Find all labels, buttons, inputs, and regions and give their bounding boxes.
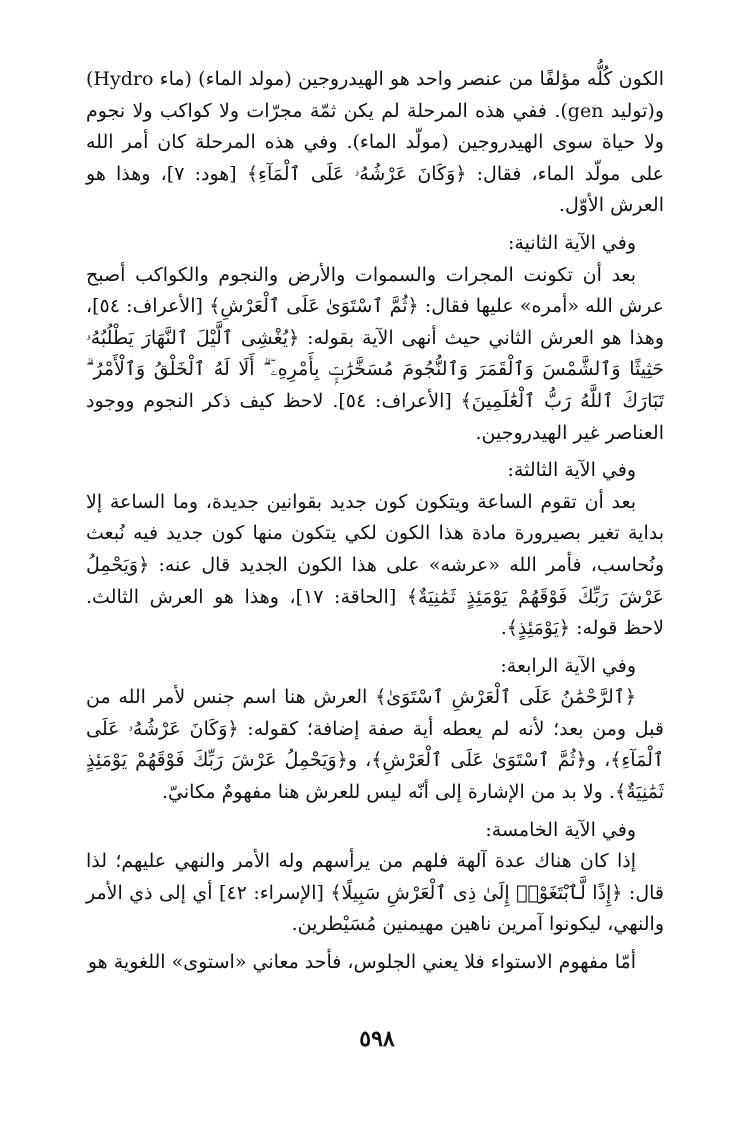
heading-third-verse: وفي الآية الثالثة: xyxy=(507,459,636,482)
paragraph-istiwa-meaning: أمّا مفهوم الاستواء فلا يعني الجلوس، فأحد معاني «استوى» اللغوية هو xyxy=(87,951,636,974)
paragraph-second-throne: بعد أن تكونت المجرات والسموات والأرض والنجوم والكواكب أصبح عرش الله «أمره» عليها فقال: ﴿ثُمَّ ٱسْتَوَىٰ عَلَى ٱلْعَرْشِ﴾ [الأعراف: ٥٤]، وهذا هو العرش الثاني حيث أنهى الآية بقوله: ﴿يُغْشِى ٱلَّيْلَ ٱلنَّهَارَ يَطْلُبُهُۥ حَثِيثًا وَٱلشَّمْسَ وَٱلْقَمَرَ وَٱلنُّجُومَ مُسَخَّرَٰتٍۭ بِأَمْرِهِۦٓ ۗ أَلَا لَهُ ٱلْخَلْقُ وَٱلْأَمْرُ ۗ تَبَارَكَ ٱللَّهُ رَبُّ ٱلْعَٰلَمِينَ﴾ [الأعراف: ٥٤]. لاحظ كيف ذكر النجوم ووجود العناصر غير الهيدروجين. xyxy=(86,263,664,444)
paragraph-universe-hydrogen: الكون كُلُّه مؤلفًا من عنصر واحد هو الهيدروجين (مولد الماء) (ماء Hydro) و(توليد gen). ففي هذه المرحلة لم يكن ثمّة مجرّات ولا كواكب ولا نجوم ولا حياة سوى الهيدروجين (مولّد الماء). وفي هذه المرحلة كان أمر الله على مولّد الماء، فقال: ﴿وَكَانَ عَرْشُهُۥ عَلَى ٱلْمَآءِ﴾ [هود: ٧]، وهذا هو العرش الأوّل. xyxy=(86,68,665,217)
paragraph-fourth-throne: ﴿ٱلرَّحْمَٰنُ عَلَى ٱلْعَرْشِ ٱسْتَوَىٰ﴾ العرش هنا اسم جنس لأمر الله من قبل ومن بعد؛ لأنه لم يعطه أية صفة إضافة؛ كقوله: ﴿وَكَانَ عَرْشُهُۥ عَلَى ٱلْمَآءِ﴾، و﴿ثُمَّ ٱسْتَوَىٰ عَلَى ٱلْعَرْشِ﴾، و﴿وَيَحْمِلُ عَرْشَ رَبِّكَ فَوْقَهُمْ يَوْمَئِذٍ ثَمَٰنِيَةٌ﴾. ولا بد من الإشارة إلى أنّه ليس للعرش هنا مفهومٌ مكانيّ. xyxy=(86,686,664,804)
page-body xyxy=(86,64,664,979)
heading-second-verse: وفي الآية الثانية: xyxy=(508,231,636,254)
heading-fifth-verse: وفي الآية الخامسة: xyxy=(485,818,636,841)
paragraph-third-throne: بعد أن تقوم الساعة ويتكون كون جديد بقوانين جديدة، وما الساعة إلا بداية تغير بصيرورة مادة هذا الكون لكي يتكون منها كون جديد فيه نُبعث ونُحاسب، فأمر الله «عرشه» على هذا الكون الجديد قال عنه: ﴿وَيَحْمِلُ عَرْشَ رَبِّكَ فَوْقَهُمْ يَوْمَئِذٍ ثَمَٰنِيَةٌ﴾ [الحاقة: ١٧]، وهذا هو العرش الثالث. لاحظ قوله: ﴿يَوْمَئِذٍ﴾. xyxy=(86,490,664,640)
paragraph-fifth-throne: إذا كان هناك عدة آلهة فلهم من يرأسهم وله الأمر والنهي عليهم؛ لذا قال: ﴿إِذًا لَّٱبْتَغَوْا۟ إِلَىٰ ذِى ٱلْعَرْشِ سَبِيلًا﴾ [الإسراء: ٤٢] أي إلى ذي الأمر والنهي، ليكونوا آمرين ناهين مهيمنين مُسَيْطرين. xyxy=(86,850,664,936)
heading-fourth-verse: وفي الآية الرابعة: xyxy=(500,654,636,677)
page-number: ٥٩٨ xyxy=(359,1026,395,1052)
